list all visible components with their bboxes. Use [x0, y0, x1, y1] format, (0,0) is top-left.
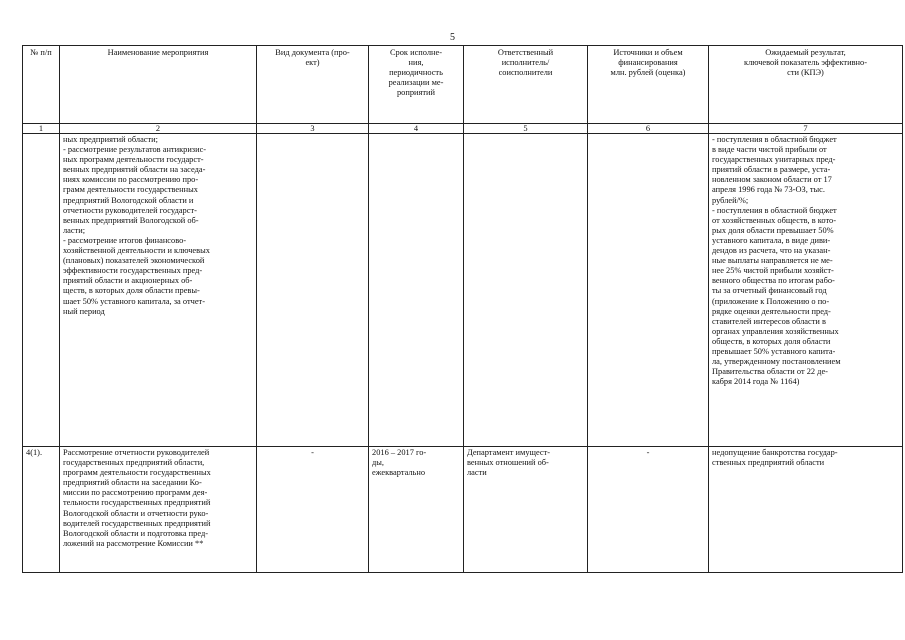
row-doc-type [257, 134, 369, 447]
table-row [23, 447, 903, 573]
column-number: 1 [23, 124, 60, 134]
header-responsible: Ответственный исполнитель/ соисполнители [464, 46, 588, 124]
header-row [23, 46, 903, 124]
column-number-row [23, 124, 903, 134]
row-result: недопущение банкротства государ- ственных предприятий области [709, 447, 903, 573]
column-number: 6 [588, 124, 709, 134]
header-num: № п/п [23, 46, 60, 124]
row-name: Рассмотрение отчетности руководителей государственных предприятий области, программ деятельности государственных предприятий области на заседании Ко- миссии по рассмотрению программ дея- тельности государственных предприятий Вологодской области и отчетности руко- водителей государственных предприятий Вологодской области и подготовка пред- ложений на рассмотрение Комиссии ** [60, 447, 257, 573]
column-number: 4 [369, 124, 464, 134]
column-number: 2 [60, 124, 257, 134]
page-number: 5 [450, 32, 455, 43]
header-result: Ожидаемый результат, ключевой показатель эффективно- сти (КПЭ) [709, 46, 903, 124]
row-name: ных предприятий области; - рассмотрение результатов антикризис- ных программ деятельности государст- венных предприятий области на заседа- ниях комиссии по рассмотрению про- грамм деятельности государственных предприятий Вологодской области и отчетности руководителей государст- венных предприятий Вологодской об- ласти; - рассмотрение итогов финансово- хозяйственной деятельности и ключевых (плановых) показателей экономической эффективности государственных пред- приятий области и акционерных об- ществ, в которых доля области превы- шает 50% уставного капитала, за отчет- ный период [60, 134, 257, 447]
row-responsible: Департамент имущест- венных отношений об- ласти [464, 447, 588, 573]
column-number: 3 [257, 124, 369, 134]
row-term [369, 134, 464, 447]
table-row [23, 134, 903, 447]
row-term: 2016 – 2017 го- ды, ежеквартально [369, 447, 464, 573]
header-name: Наименование мероприятия [60, 46, 257, 124]
row-result: - поступления в областной бюджет в виде части чистой прибыли от государственных унитарных пред- приятий области в размере, уста- новленном законом области от 17 апреля 1996 года № 73-ОЗ, тыс. рублей/%; - поступления в областной бюджет от хозяйственных обществ, в кото- рых доля области превышает 50% уставного капитала, в виде диви- дендов из расчета, что на указан- ные выплаты направляется не ме- нее 25% чистой прибыли хозяйст- венного общества по итогам рабо- ты за отчетный финансовый год (приложение к Положению о по- рядке оценки деятельности пред- ставителей интересов области в органах управления хозяйственных обществ, в которых доля области превышает 50% уставного капита- ла, утвержденному постановлением Правительства области от 22 де- кабря 2014 года № 1164) [709, 134, 903, 447]
column-number: 7 [709, 124, 903, 134]
header-term: Срок исполне- ния, периодичность реализации ме- роприятий [369, 46, 464, 124]
header-financing: Источники и объем финансирования млн. рублей (оценка) [588, 46, 709, 124]
row-financing [588, 134, 709, 447]
plan-table [22, 45, 903, 573]
row-number [23, 134, 60, 447]
column-number: 5 [464, 124, 588, 134]
row-number: 4(1). [23, 447, 60, 573]
row-financing: - [588, 447, 709, 573]
header-doc-type: Вид документа (про- ект) [257, 46, 369, 124]
row-doc-type: - [257, 447, 369, 573]
row-responsible [464, 134, 588, 447]
